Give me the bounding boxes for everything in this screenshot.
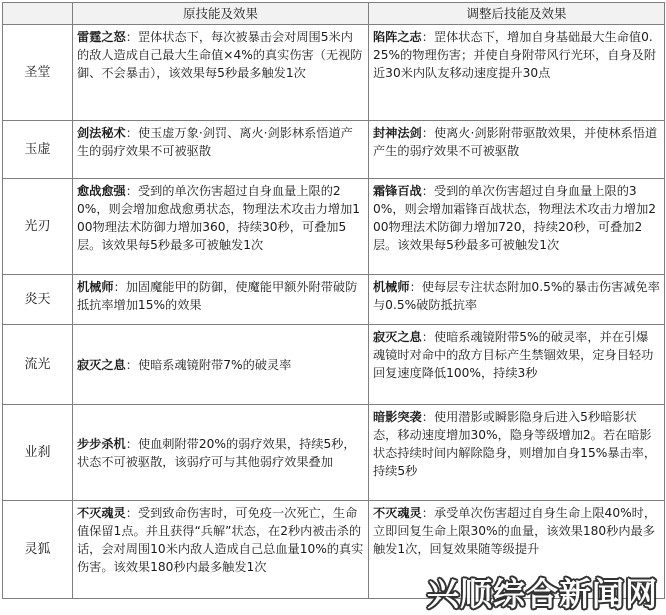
skill-colon: ： xyxy=(113,280,126,294)
table-row xyxy=(3,275,665,325)
skill-name: 机械师 xyxy=(77,280,114,294)
skill-colon: ： xyxy=(125,126,138,140)
skill-effect: 受到的单次伤害超过自身血量上限的20%，则会增加愈战愈勇状态，物理法术攻击力增加100物理法术防御力增加360，持续30秒，可叠加5层。该效果每5秒最多可被触发1次 xyxy=(77,184,361,252)
original-skill-cell xyxy=(73,405,369,501)
skill-comparison-table xyxy=(2,2,665,599)
original-skill-cell xyxy=(73,25,369,121)
skill-name: 寂灭之息 xyxy=(77,357,126,372)
skill-effect: 承受单次伤害超过自身生命上限40%时，立即回复生命上限30%的血量，该效果180秒内最多触发1次，回复效果随等级提升 xyxy=(373,506,657,556)
adjusted-skill-cell xyxy=(369,179,665,275)
original-skill-cell xyxy=(73,325,369,405)
skill-effect: 使离火·剑影附带驱散效果，并使林系悟道产生的弱疗效果不可被驱散 xyxy=(373,126,658,158)
skill-effect: 使用潜影或瞬影隐身后进入5秒暗影状态，移动速度增加30%，隐身等级增加2。若在暗影状态持续时间内解除隐身，则增加自身15%暴击率，持续5秒 xyxy=(373,410,657,478)
original-skill-cell xyxy=(73,121,369,179)
skill-name: 愈战愈强 xyxy=(77,184,126,198)
skill-effect: 使玉虚万象·剑罚、离火·剑影林系悟道产生的弱疗效果不可被驱散 xyxy=(77,126,353,158)
class-name: 业刹 xyxy=(3,405,73,501)
adjusted-skill-cell xyxy=(369,275,665,325)
skill-name: 机械师 xyxy=(373,280,410,294)
original-skill-cell xyxy=(73,275,369,325)
skill-name: 寂灭之息 xyxy=(373,330,422,344)
skill-effect: 加固魔能甲的防御，使魔能甲额外附带破防抵抗率增加15%的效果 xyxy=(77,280,358,312)
skill-effect: 罡体状态下，增加自身基础最大生命值0.25%的物理伤害；并使自身附带风行光环，自身及附近30米内队友移动速度提升30点 xyxy=(373,30,657,80)
skill-name: 暗影突袭 xyxy=(373,410,422,424)
header-adjusted: 调整后技能及效果 xyxy=(369,3,665,25)
class-name: 光刃 xyxy=(3,179,73,275)
skill-effect: 受到致命伤害时，可免疫一次死亡，生命值保留1点。并且获得“兵解”状态，在2秒内被击杀的话，会对周围10米内敌人造成自己总血量10%的真实伤害。该效果180秒内最多触发1次 xyxy=(77,506,364,574)
adjusted-skill-cell xyxy=(369,405,665,501)
class-name: 圣堂 xyxy=(3,25,73,121)
skill-colon: ： xyxy=(125,184,138,198)
adjusted-skill-cell xyxy=(369,121,665,179)
original-skill-cell xyxy=(73,179,369,275)
class-name: 流光 xyxy=(3,325,73,405)
skill-colon: ： xyxy=(421,30,434,44)
skill-effect: 使每层专注状态附加0.5%的暴击伤害减免率与0.5%破防抵抗率 xyxy=(373,280,660,312)
skill-name: 剑法秘术 xyxy=(77,126,126,140)
skill-name: 不灭魂灵 xyxy=(77,506,126,520)
skill-name: 不灭魂灵 xyxy=(373,506,422,520)
skill-name: 霜锋百战 xyxy=(373,184,422,198)
header-original: 原技能及效果 xyxy=(73,3,369,25)
skill-colon: ： xyxy=(421,410,434,424)
adjusted-skill-cell xyxy=(369,501,665,599)
skill-effect: 罡体状态下，每次被暴击会对周围5米内的敌人造成自己最大生命值×4%的真实伤害（无视防御、不会暴击），该效果每5秒最多触发1次 xyxy=(77,30,363,80)
skill-effect: 使血刺附带20%的弱疗效果，持续5秒，状态不可被驱散，该弱疗可与其他弱疗效果叠加 xyxy=(77,436,356,469)
table-row xyxy=(3,121,665,179)
table-row xyxy=(3,25,665,121)
adjusted-skill-cell xyxy=(369,325,665,405)
skill-effect: 使暗系魂镜附带5%的破灵率，并在引爆魂镜时对命中的敌方目标产生禁锢效果，定身目轻功回复速度降低100%，持续3秒 xyxy=(373,330,654,380)
skill-effect: 使暗系魂镜附带7%的破灵率 xyxy=(137,357,292,372)
site-watermark: 兴顺综合新闻网 xyxy=(426,575,658,613)
skill-colon: ： xyxy=(421,184,434,198)
skill-name: 步步杀机 xyxy=(77,436,126,451)
class-name: 炎天 xyxy=(3,275,73,325)
class-name: 灵狐 xyxy=(3,501,73,599)
skill-name: 陷阵之志 xyxy=(373,30,422,44)
table-row xyxy=(3,325,665,405)
skill-colon: ： xyxy=(125,357,138,372)
table-row xyxy=(3,501,665,599)
table-row xyxy=(3,179,665,275)
skill-colon: ： xyxy=(421,330,434,344)
skill-colon: ： xyxy=(125,506,138,520)
skill-colon: ： xyxy=(409,280,422,294)
original-skill-cell xyxy=(73,501,369,599)
skill-name: 封神法剑 xyxy=(373,126,422,140)
class-name: 玉虚 xyxy=(3,121,73,179)
table-header-row xyxy=(3,3,665,25)
skill-colon: ： xyxy=(125,436,138,451)
skill-colon: ： xyxy=(421,126,434,140)
adjusted-skill-cell xyxy=(369,25,665,121)
skill-effect: 受到的单次伤害超过自身血量上限的30%，则会增加霜锋百战状态，物理法术攻击力增加200物理法术防御力增加720，持续20秒，可叠加2层。该效果每5秒最多可被触发1次 xyxy=(373,184,657,252)
header-class xyxy=(3,3,73,25)
table-row xyxy=(3,405,665,501)
skill-colon: ： xyxy=(125,30,138,44)
skill-colon: ： xyxy=(421,506,434,520)
skill-name: 雷霆之怒 xyxy=(77,30,126,44)
